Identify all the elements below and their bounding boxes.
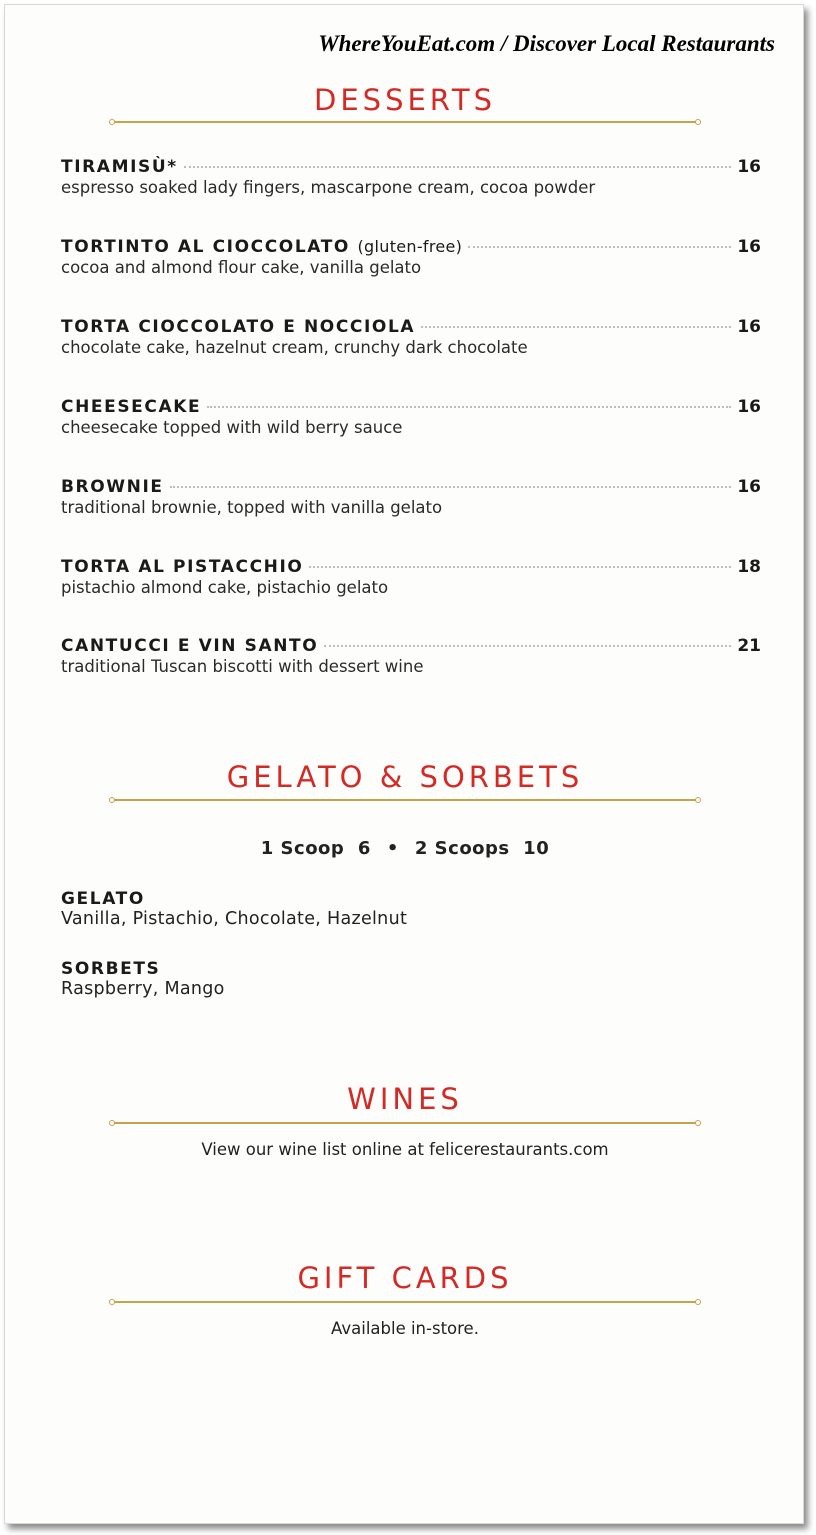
dot-leader — [309, 566, 731, 568]
section-divider — [109, 1119, 701, 1127]
item-name: CANTUCCI E VIN SANTO — [61, 636, 319, 656]
item-description: chocolate cake, hazelnut cream, crunchy dark chocolate — [61, 338, 528, 357]
item-price: 16 — [737, 237, 761, 257]
section-divider — [109, 118, 701, 126]
item-name: TORTA CIOCCOLATO E NOCCIOLA — [61, 317, 416, 337]
item-description: cheesecake topped with wild berry sauce — [61, 418, 403, 437]
item-description: cocoa and almond flour cake, vanilla gelato — [61, 258, 422, 277]
item-note: (gluten-free) — [357, 237, 463, 256]
one-scoop-price: 1 Scoop 6 — [260, 838, 371, 859]
gift-cards-note: Available in-store. — [331, 1319, 479, 1338]
item-name: BROWNIE — [61, 477, 164, 497]
desserts-heading: DESSERTS — [314, 83, 496, 117]
menu-item — [61, 477, 761, 517]
item-name: CHEESECAKE — [61, 397, 202, 417]
section-divider — [109, 1298, 701, 1306]
wines-note: View our wine list online at felicerestaurants.com — [201, 1140, 609, 1159]
two-scoops-price: 2 Scoops 10 — [414, 838, 550, 859]
item-description: pistachio almond cake, pistachio gelato — [61, 578, 389, 597]
menu-item — [61, 237, 761, 277]
menu-page — [4, 4, 804, 1524]
dot-leader — [421, 326, 731, 328]
item-description: espresso soaked lady fingers, mascarpone cream, cocoa powder — [61, 178, 596, 197]
flavor-list: Vanilla, Pistachio, Chocolate, Hazelnut — [61, 909, 408, 929]
item-description: traditional brownie, topped with vanilla gelato — [61, 498, 443, 517]
menu-item — [61, 397, 761, 437]
flavor-group — [61, 889, 407, 929]
flavor-group-name: GELATO — [61, 889, 145, 909]
item-price: 16 — [737, 157, 761, 177]
dot-leader — [468, 246, 731, 248]
section-divider — [109, 796, 701, 804]
item-name: TIRAMISÙ* — [61, 157, 178, 177]
gift-cards-heading: GIFT CARDS — [297, 1261, 513, 1295]
item-price: 21 — [737, 636, 761, 656]
item-price: 16 — [737, 317, 761, 337]
dot-leader — [170, 486, 732, 488]
item-name: TORTA AL PISTACCHIO — [61, 557, 304, 577]
item-price: 16 — [737, 477, 761, 497]
scoop-pricing — [5, 838, 805, 859]
menu-item — [61, 317, 761, 357]
dot-leader — [324, 645, 731, 647]
gelato-heading: GELATO & SORBETS — [226, 760, 584, 794]
bullet-separator: • — [386, 838, 399, 859]
menu-item — [61, 557, 761, 597]
wines-heading: WINES — [347, 1082, 463, 1116]
menu-item — [61, 157, 761, 197]
flavor-group-name: SORBETS — [61, 959, 161, 979]
menu-item — [61, 636, 761, 676]
dot-leader — [207, 406, 731, 408]
dot-leader — [184, 166, 732, 168]
item-description: traditional Tuscan biscotti with dessert wine — [61, 657, 424, 676]
item-price: 18 — [737, 557, 761, 577]
flavor-list: Raspberry, Mango — [61, 979, 225, 999]
flavor-group — [61, 959, 225, 999]
item-price: 16 — [737, 397, 761, 417]
watermark-caption: WhereYouEat.com / Discover Local Restaurants — [318, 31, 775, 56]
item-name: TORTINTO AL CIOCCOLATO (gluten-free) — [61, 237, 463, 257]
